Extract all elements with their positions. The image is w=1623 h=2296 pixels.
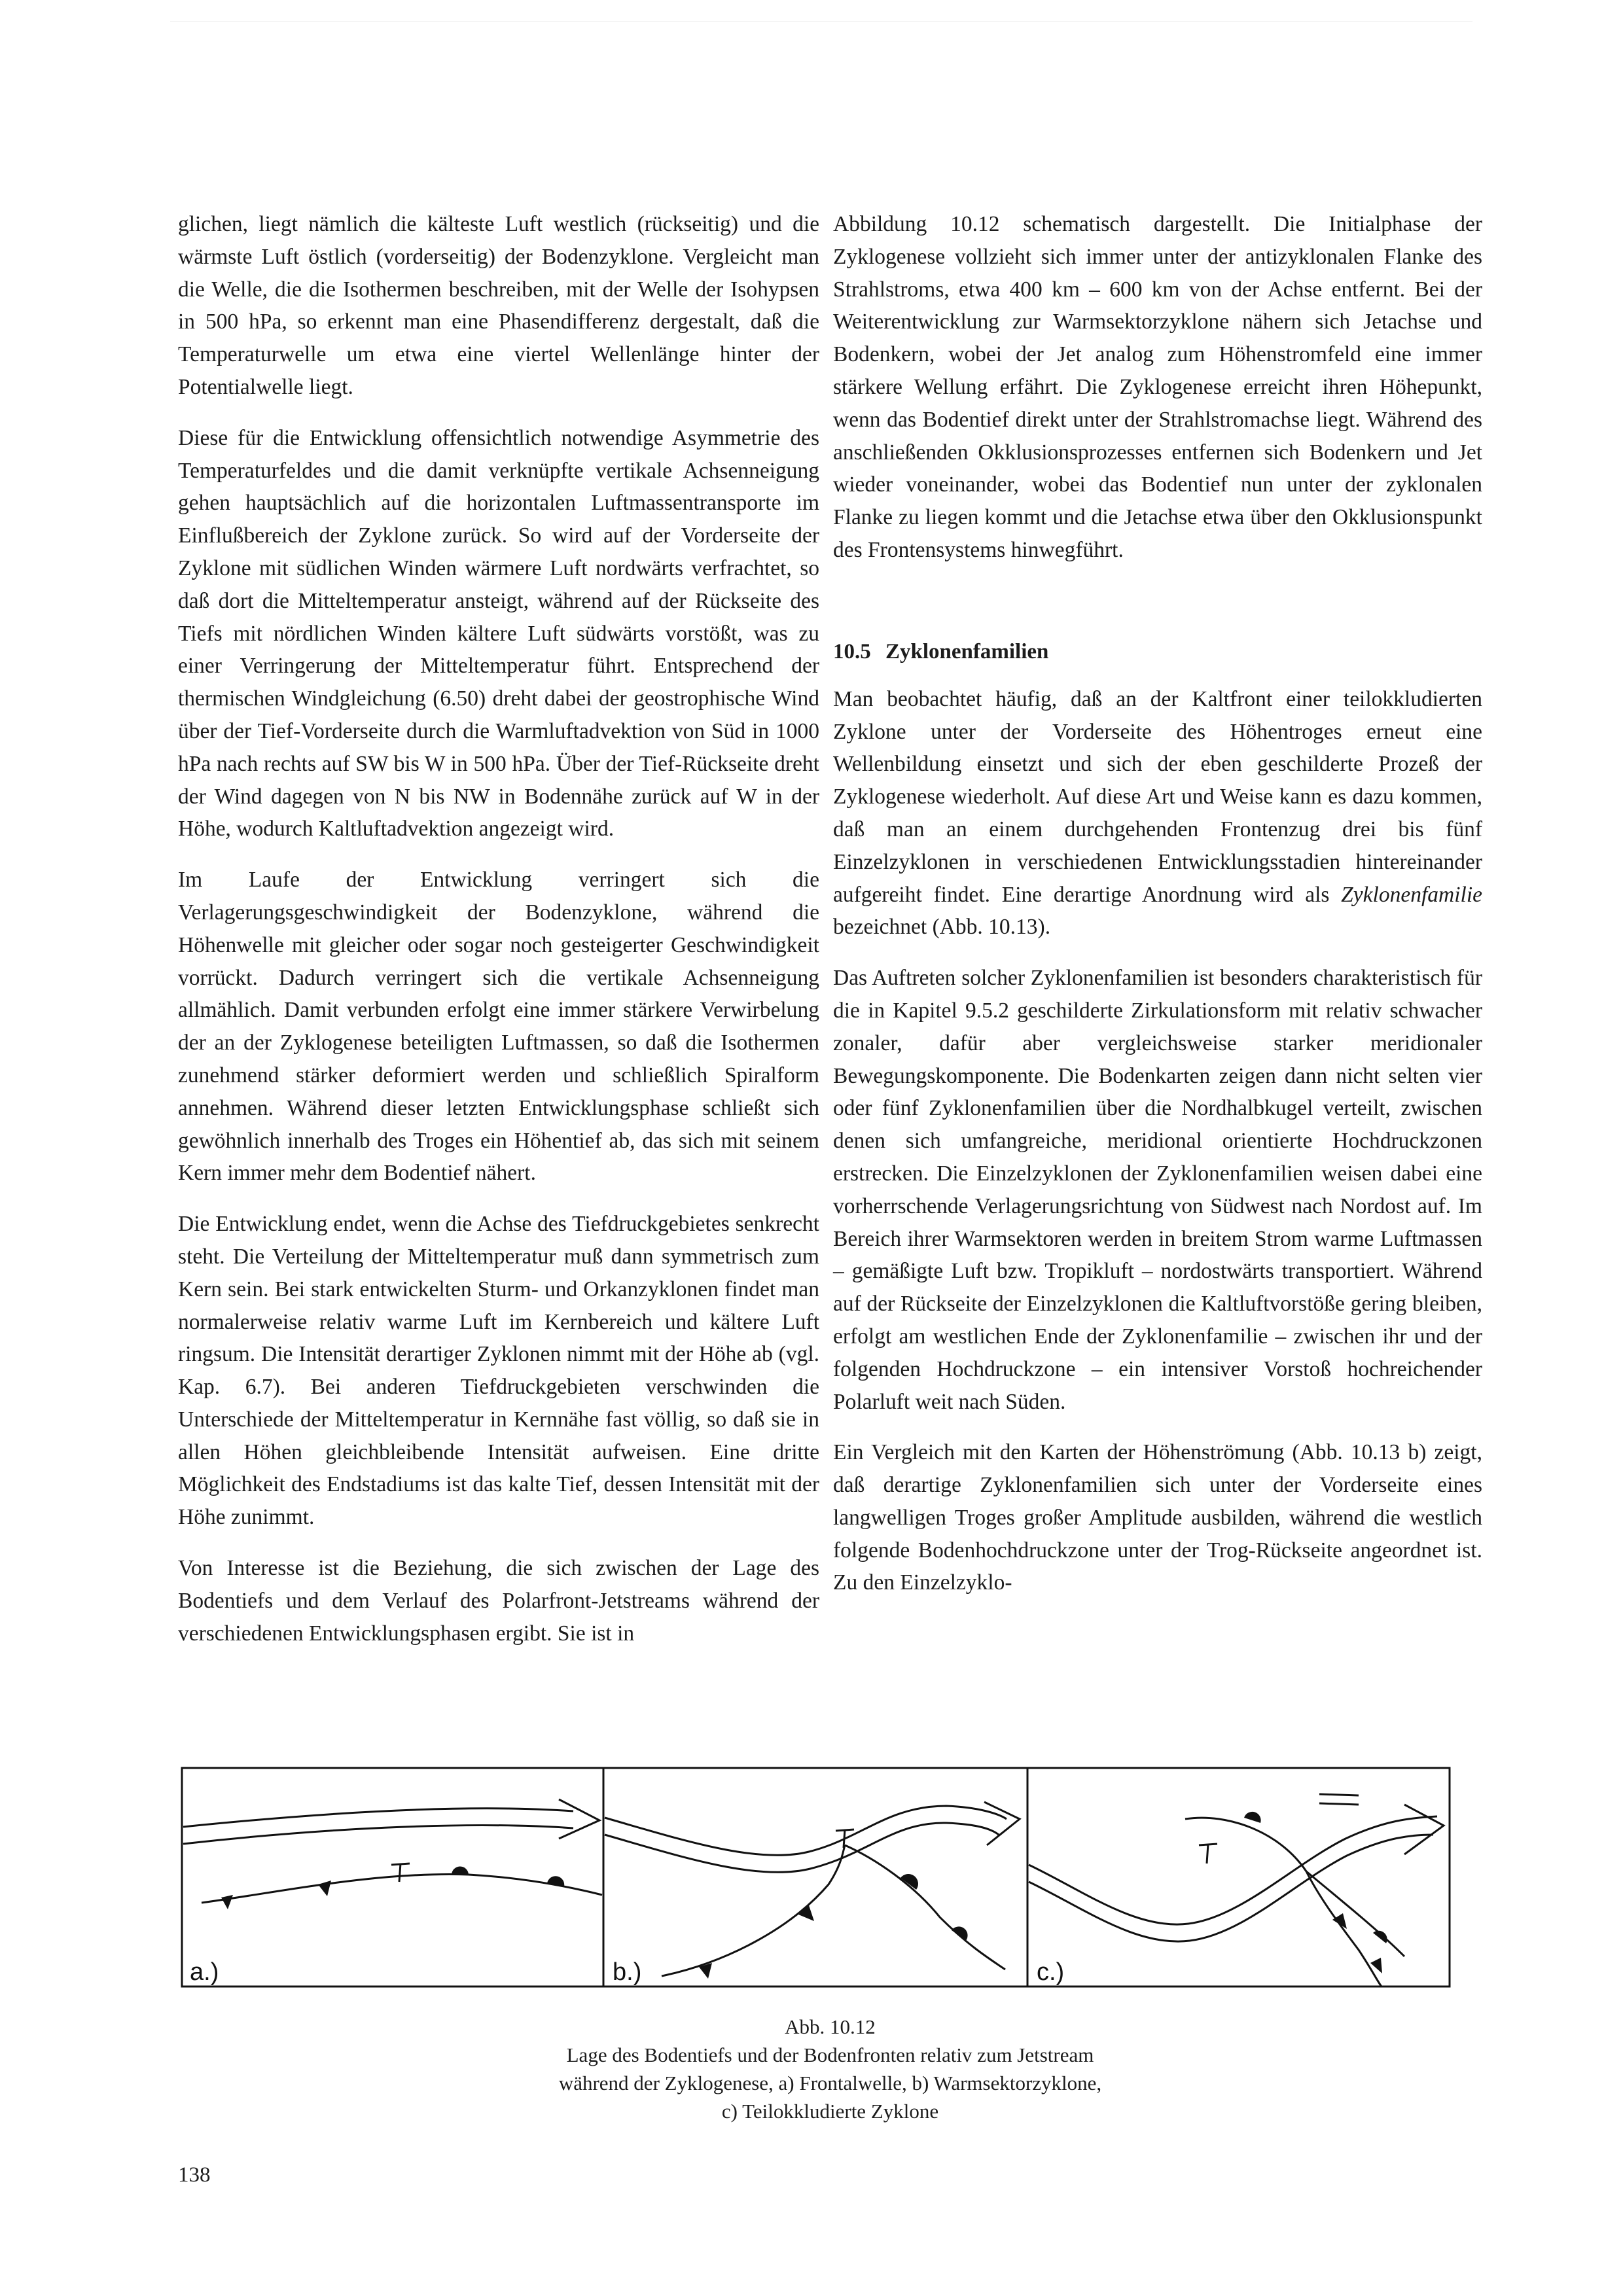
section-heading <box>833 637 1482 666</box>
scan-edge-line <box>170 21 1472 22</box>
paragraph: Das Auftreten solcher Zyklonenfamilien ist besonders charakteristisch für die in Kapitel 9.5.2 geschilderte Zirkulationsform mit relativ schwacher zonaler, dafür aber vergleichsweise starker meridionaler Bewegungskomponente. Die Bodenkarten zeigen dann nicht selten vier oder fünf Zyklonenfamilien über die Nordhalbkugel verteilt, zwischen denen sich umfangreiche, meridional orientierte Hochdruckzonen erstrecken. Die Einzelzyklonen der Zyklonenfamilien weisen dabei eine vorherrschende Verlagerungsrichtung von Südwest nach Nordost auf. Im Bereich ihrer Warmsektoren werden in breitem Strom warme Luftmassen – gemäßigte Luft bzw. Tropikluft – nordostwärts transportiert. Während auf der Rückseite der Einzelzyklonen die Kaltluftvorstöße gering bleiben, erfolgt am westlichen Ende der Zyklonenfamilie – zwischen ihr und der folgenden Hochdruckzone – ein intensiver Vorstoß hochreichender Polarluft weit nach Süden. <box>833 966 1482 1414</box>
text-run: bezeichnet (Abb. 10.13). <box>833 915 1051 940</box>
jetstream-arrow <box>183 1826 573 1844</box>
section-title: Zyklonenfamilien <box>885 639 1049 663</box>
caption-number: Abb. 10.12 <box>785 2015 876 2038</box>
paragraph: Die Entwicklung endet, wenn die Achse des Tiefdruckgebietes senkrecht steht. Die Verteilung der Mitteltemperatur muß dann symmetrisch zum Kern sein. Bei stark entwickelten Sturm- und Orkanzyklonen findet man normalerweise relativ warme Luft im Kernbereich und kältere Luft ringsum. Die Intensität derartiger Zyklonen nimmt mit der Höhe ab (vgl. Kap. 6.7). Bei anderen Tiefdruckgebieten verschwinden die Unterschiede der Mitteltemperatur in Kernnähe fast völlig, so daß sie in allen Höhen gleichbleibende Intensität aufweisen. Eine dritte Möglichkeit des Endstadiums ist das kalte Tief, dessen Intensität mit der Höhe zunimmt. <box>178 1212 819 1530</box>
jet-shear-line <box>1319 1794 1359 1805</box>
panel-c <box>1029 1794 1444 1987</box>
paragraph: Abbildung 10.12 schematisch dargestellt. Die Initialphase der Zyklogenese vollzieht sich immer unter der antizyklonalen Flanke des Strahlstroms, etwa 400 km – 600 km von der Achse entfernt. Bei der Weiterentwicklung zur Warmsektorzyklone nähern sich Jetachse und Bodenkern, wobei der Jet analog zum Höhenstromfeld eine immer stärkere Wellung erfährt. Die Zyklogenese erreicht ihren Höhepunkt, wenn das Bodentief direkt unter der Strahlstromachse liegt. Während des anschließenden Okklusionsprozesses entfernen sich Bodenkern und Jet wieder voneinander, wobei das Bodentief nun unter der zyklonalen Flanke zu liegen kommt und die Jetachse etwa über den Okklusionspunkt des Frontensystems hinwegführt. <box>833 212 1482 562</box>
emphasized-term: Zyklonenfamilie <box>1341 882 1482 907</box>
jetstream-arrow <box>605 1823 999 1872</box>
caption-line: Lage des Bodentiefs und der Bodenfronten relativ zum Jetstream <box>566 2043 1094 2066</box>
warm-front-bump <box>1244 1812 1261 1823</box>
jetstream-arrow <box>605 1806 1007 1855</box>
cold-front-barb <box>798 1905 814 1921</box>
arrowhead <box>984 1802 1020 1845</box>
low-symbol <box>836 1829 854 1848</box>
panel-label-c: c.) <box>1037 1958 1065 1986</box>
jetstream-arrow <box>1029 1816 1437 1924</box>
right-column <box>833 208 1482 1617</box>
cold-front-barb <box>318 1881 331 1896</box>
paragraph: Im Laufe der Entwicklung verringert sich die Verlagerungsgeschwindigkeit der Bodenzyklone, während die Höhenwelle mit gleicher oder sogar noch gesteigerter Geschwindigkeit vorrückt. Dadurch verringert sich die vertikale Achsenneigung allmählich. Damit verbunden erfolgt eine immer stärkere Verwirbelung der an der Zyklogenese beteiligten Luftmassen, so daß die Isothermen zunehmend stärker deformiert werden und schließlich Spiralform annehmen. Während dieser letzten Entwicklungsphase schließt sich gewöhnlich innerhalb des Troges ein Höhentief ab, das sich mit seinem Kern immer mehr dem Bodentief nähert. <box>178 868 819 1186</box>
panel-label-b: b.) <box>613 1958 642 1986</box>
paragraph: Diese für die Entwicklung offensichtlich notwendige Asymmetrie des Temperaturfeldes und die damit verknüpfte vertikale Achsenneigung gehen hauptsächlich auf die horizontalen Luftmassentransporte im Einflußbereich der Zyklone zurück. So wird auf der Vorderseite der Zyklone mit südlichen Winden wärmere Luft nordwärts verfrachtet, so daß dort die Mitteltemperatur ansteigt, während auf der Rückseite des Tiefs mit nördlichen Winden kältere Luft südwärts vorstößt, was zu einer Verringerung der Mitteltemperatur führt. Entsprechend der thermischen Windgleichung (6.50) dreht dabei der geostrophische Wind über der Tief-Vorderseite durch die Warmluftadvektion von Süd in 1000 hPa nach rechts auf SW bis W in 500 hPa. Über der Tief-Rückseite dreht der Wind dagegen von N bis NW in Bodennähe zurück auf W in der Höhe, wodurch Kaltluftadvektion angezeigt wird. <box>178 425 819 841</box>
low-symbol <box>1199 1844 1217 1863</box>
jetstream-arrow <box>183 1809 573 1827</box>
panel-c-frame <box>1027 1768 1450 1987</box>
panel-a <box>183 1799 602 1903</box>
panel-label-a: a.) <box>190 1958 219 1986</box>
figure-jetstream-cyclogenesis <box>181 1767 1451 1988</box>
arrowhead <box>1404 1805 1444 1854</box>
arrowhead <box>559 1799 599 1839</box>
paragraph: Von Interesse ist die Beziehung, die sich zwischen der Lage des Bodentiefs und dem Verlauf des Polarfront-Jetstreams während der verschiedenen Entwicklungsphasen ergibt. Sie ist in <box>178 1556 819 1646</box>
caption-line: während der Zyklogenese, a) Frontalwelle, b) Warmsektorzyklone, <box>558 2072 1102 2094</box>
warm-front-bump <box>952 1926 968 1941</box>
surface-front <box>662 1845 845 1976</box>
cold-front-barb <box>221 1895 233 1909</box>
figure-drawing <box>181 1767 1451 1988</box>
warm-front-bump <box>452 1867 469 1875</box>
section-number: 10.5 <box>833 639 871 663</box>
warm-front-bump <box>1373 1931 1387 1943</box>
paragraph: glichen, liegt nämlich die kälteste Luft westlich (rückseitig) und die wärmste Luft östlich (vorderseitig) der Bodenzyklone. Vergleicht man die Welle, die die Isothermen beschreiben, mit der Welle der Isohypsen in 500 hPa, so erkennt man eine Phasendifferenz dergestalt, daß die Temperaturwelle um etwa eine viertel Wellenlänge hinter der Potentialwelle liegt. <box>178 212 819 399</box>
surface-front <box>202 1874 602 1903</box>
panel-b <box>605 1802 1020 1976</box>
panel-b-frame <box>603 1768 1027 1987</box>
left-column <box>178 208 819 1668</box>
figure-caption <box>178 2013 1482 2125</box>
caption-line: c) Teilokkludierte Zyklone <box>721 2100 939 2123</box>
paragraph: Ein Vergleich mit den Karten der Höhenströmung (Abb. 10.13 b) zeigt, daß derartige Zyklonenfamilien sich unter der Vorderseite eines langwelligen Troges großer Amplitude ausbilden, während die westlich folgende Bodenhochdruckzone unter der Trog-Rückseite angeordnet ist. Zu den Einzelzyklo- <box>833 1440 1482 1595</box>
text-run: Man beobachtet häufig, daß an der Kaltfront einer teilokkludierten Zyklone unter der Vorderseite des Höhentroges erneut eine Wellenbildung einsetzt und sich der eben geschilderte Prozeß der Zyklogenese wiederholt. Auf diese Art und Weise kann es dazu kommen, daß man an einem durchgehenden Frontenzug drei bis fünf Einzelzyklonen in verschiedenen Entwicklungsstadien hintereinander aufgereiht findet. Eine derartige Anordnung wird als <box>833 686 1482 907</box>
warm-front <box>1306 1871 1404 1956</box>
jetstream-arrow <box>1029 1835 1433 1941</box>
paragraph <box>833 683 1482 944</box>
low-symbol <box>391 1863 410 1882</box>
page-number: 138 <box>178 2163 211 2187</box>
cold-front <box>1306 1871 1382 1987</box>
surface-front <box>845 1845 1005 1969</box>
